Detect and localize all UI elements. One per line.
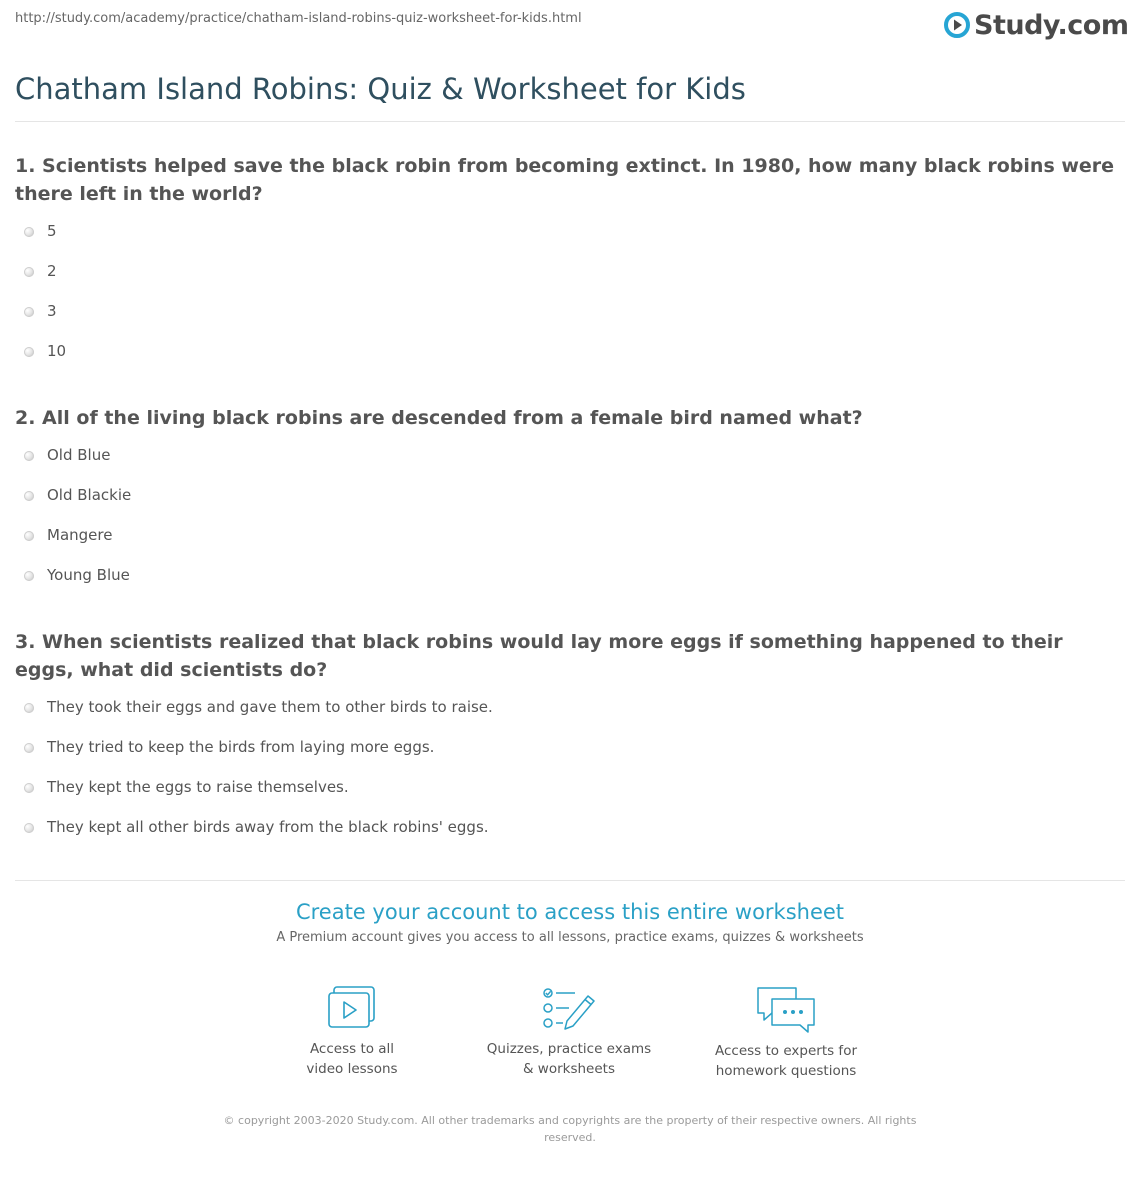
option-label: 2 [47, 262, 57, 280]
answer-option[interactable] [15, 292, 1125, 332]
radio-button[interactable] [24, 531, 34, 541]
question-text: 3. When scientists realized that black robins would lay more eggs if something happened to their eggs, what did scientists do? [15, 631, 1063, 681]
radio-button[interactable] [24, 307, 34, 317]
question-text: 2. All of the living black robins are descended from a female bird named what? [15, 407, 863, 429]
radio-button[interactable] [24, 347, 34, 357]
question-text: 1. Scientists helped save the black robin from becoming extinct. In 1980, how many black robins were there left in the world? [15, 155, 1115, 205]
option-label: Young Blue [47, 566, 130, 584]
feature-label [459, 1039, 679, 1079]
answer-option[interactable] [15, 332, 1125, 372]
study-logo[interactable] [944, 8, 1128, 42]
feature-label-line: Access to experts for [714, 1043, 857, 1059]
radio-button[interactable] [24, 227, 34, 237]
radio-button[interactable] [24, 783, 34, 793]
answer-options [15, 212, 1125, 372]
divider [15, 121, 1125, 122]
feature-label [242, 1039, 462, 1079]
signup-cta [0, 900, 1140, 945]
divider [15, 880, 1125, 881]
option-label: Old Blue [47, 446, 111, 464]
radio-button[interactable] [24, 451, 34, 461]
answer-option[interactable] [15, 556, 1125, 596]
option-label: They kept all other birds away from the black robins' eggs. [47, 818, 489, 836]
feature-quizzes [459, 985, 679, 1079]
answer-option[interactable] [15, 728, 1125, 768]
feature-label-line: homework questions [715, 1063, 857, 1079]
option-label: 3 [47, 302, 57, 320]
answer-option[interactable] [15, 252, 1125, 292]
quiz-checklist-icon [541, 985, 597, 1031]
copyright-notice: © copyright 2003-2020 Study.com. All other trademarks and copyrights are the property of their respective owners. All rights reserved. [223, 1114, 917, 1144]
answer-option[interactable] [15, 436, 1125, 476]
feature-experts [676, 985, 896, 1081]
radio-button[interactable] [24, 491, 34, 501]
option-label: They tried to keep the birds from laying more eggs. [47, 738, 435, 756]
question-1 [15, 152, 1125, 372]
play-logo-icon [944, 12, 970, 38]
answer-option[interactable] [15, 516, 1125, 556]
chat-bubbles-icon [754, 985, 818, 1033]
option-label: Old Blackie [47, 486, 132, 504]
cta-subheading: A Premium account gives you access to all lessons, practice exams, quizzes & worksheets [276, 930, 864, 945]
radio-button[interactable] [24, 703, 34, 713]
answer-option[interactable] [15, 212, 1125, 252]
feature-label [676, 1041, 896, 1081]
video-lesson-icon [326, 985, 378, 1031]
feature-label-line: & worksheets [522, 1061, 615, 1077]
feature-label-line: video lessons [306, 1061, 398, 1077]
page-header [0, 0, 1140, 52]
answer-option[interactable] [15, 688, 1125, 728]
page-title: Chatham Island Robins: Quiz & Worksheet for Kids [15, 72, 746, 106]
option-label: 5 [47, 222, 57, 240]
option-label: They kept the eggs to raise themselves. [47, 778, 349, 796]
option-label: They took their eggs and gave them to other birds to raise. [47, 698, 493, 716]
answer-option[interactable] [15, 808, 1125, 848]
question-3 [15, 628, 1125, 848]
cta-heading-link[interactable]: Create your account to access this entire worksheet [295, 900, 845, 924]
radio-button[interactable] [24, 267, 34, 277]
radio-button[interactable] [24, 823, 34, 833]
option-label: 10 [47, 342, 67, 360]
option-label: Mangere [47, 526, 113, 544]
feature-label-line: Access to all [309, 1041, 395, 1057]
answer-options [15, 688, 1125, 848]
feature-video-lessons [242, 985, 462, 1079]
answer-option[interactable] [15, 476, 1125, 516]
radio-button[interactable] [24, 743, 34, 753]
question-2 [15, 404, 1125, 596]
feature-label-line: Quizzes, practice exams [486, 1041, 652, 1057]
answer-option[interactable] [15, 768, 1125, 808]
logo-text: Study.com [974, 9, 1129, 41]
page-url[interactable]: http://study.com/academy/practice/chatham-island-robins-quiz-worksheet-for-kids.html [15, 11, 582, 26]
radio-button[interactable] [24, 571, 34, 581]
answer-options [15, 436, 1125, 596]
